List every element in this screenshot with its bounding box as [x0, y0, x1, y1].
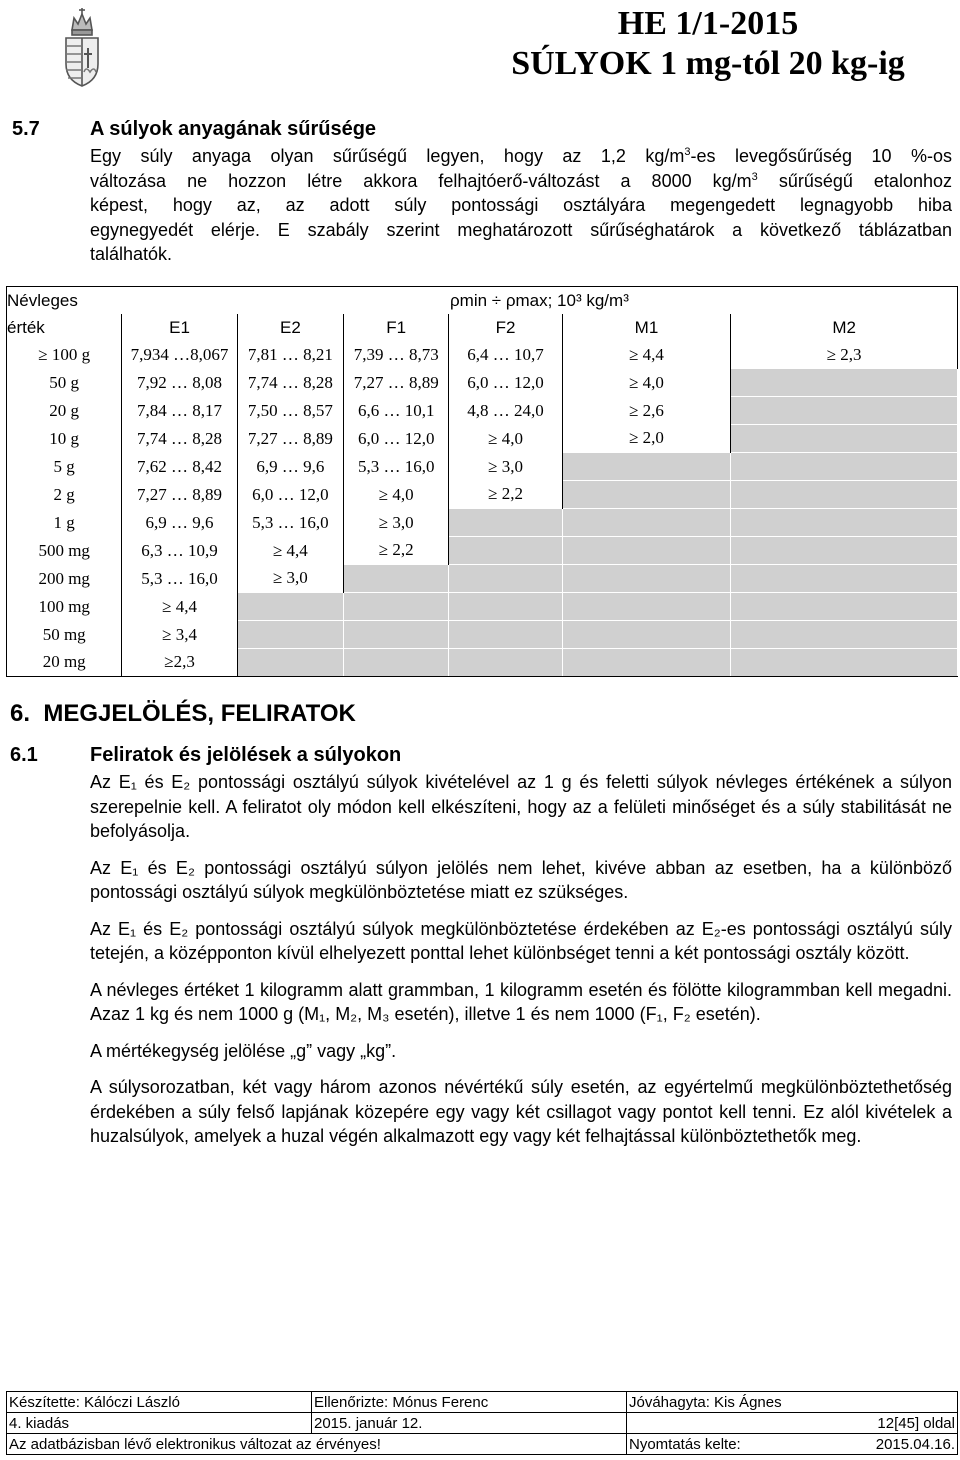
- density-cell: 7,84 … 8,17: [122, 397, 237, 425]
- density-cell: 7,39 … 8,73: [344, 341, 449, 369]
- footer-edition: 4. kiadás: [7, 1413, 312, 1434]
- density-cell: [731, 565, 958, 593]
- density-cell: [562, 481, 731, 509]
- document-header: [478, 4, 938, 84]
- document-subtitle: SÚLYOK 1 mg-tól 20 kg-ig: [511, 45, 905, 82]
- density-cell: 5,3 … 16,0: [344, 453, 449, 481]
- paragraph: Az E₁ és E₂ pontossági osztályú súlyok kivételével az 1 g és feletti súlyok névleges értékének a súlyon szerepelnie kell. A feliratot oly módon kell elkészíteni, hogy az a felületi minőséget és a súly stabilitását ne befolyásolja.: [90, 772, 952, 841]
- density-cell: 7,934 …8,067: [122, 341, 237, 369]
- density-cell: 6,9 … 9,6: [237, 453, 343, 481]
- nominal-value-cell: 20 mg: [7, 649, 122, 677]
- density-cell: ≥ 4,4: [122, 593, 237, 621]
- density-cell: 7,27 … 8,89: [344, 369, 449, 397]
- section61-title: Feliratok és jelölések a súlyokon: [90, 744, 402, 766]
- density-cell: [731, 369, 958, 397]
- document-footer: [6, 1391, 958, 1455]
- nominal-value-cell: 500 mg: [7, 537, 122, 565]
- density-cell: [449, 649, 562, 677]
- density-cell: [731, 453, 958, 481]
- nominal-value-cell: 50 g: [7, 369, 122, 397]
- density-cell: ≥ 4,0: [344, 481, 449, 509]
- density-cell: 6,0 … 12,0: [449, 369, 562, 397]
- nominal-value-cell: 50 mg: [7, 621, 122, 649]
- density-limits-table: [6, 286, 958, 677]
- paragraph: A súlysorozatban, két vagy három azonos névértékű súly esetén, az egyértelmű megkülönböztethetőség érdekében a súly felső lapjának közepére egy vagy két csillagot vagy pontot kell tenni. Ez alól kivételek a huzalsúlyok, amelyek a huzal végén alkalmazott egy vagy két felhajtással különböztethetők meg.: [90, 1077, 952, 1146]
- density-cell: [449, 593, 562, 621]
- footer-checked: Ellenőrizte: Mónus Ferenc: [312, 1392, 627, 1413]
- header-nominal: Névleges: [7, 287, 122, 315]
- table-row: [7, 621, 958, 649]
- density-cell: [449, 621, 562, 649]
- density-cell: [562, 509, 731, 537]
- footer-page: 12[45] oldal: [627, 1413, 958, 1434]
- nominal-value-cell: 20 g: [7, 397, 122, 425]
- document-code: HE 1/1-2015: [617, 5, 799, 42]
- header-density: ρmin ÷ ρmax; 10³ kg/m³: [122, 287, 958, 315]
- density-cell: 6,3 … 10,9: [122, 537, 237, 565]
- density-cell: [344, 621, 449, 649]
- density-cell: [237, 649, 343, 677]
- table-row: [7, 425, 958, 453]
- table-row: [7, 369, 958, 397]
- density-cell: [344, 649, 449, 677]
- section6-heading: 6. MEGJELÖLÉS, FELIRATOK: [10, 700, 356, 727]
- density-cell: [562, 453, 731, 481]
- density-cell: [562, 649, 731, 677]
- density-cell: ≥ 3,0: [237, 565, 343, 593]
- table-row: [7, 509, 958, 537]
- density-cell: 6,0 … 12,0: [237, 481, 343, 509]
- density-cell: ≥ 4,4: [237, 537, 343, 565]
- footer-validity: Az adatbázisban lévő elektronikus változat az érvényes!: [7, 1434, 627, 1455]
- density-cell: [731, 481, 958, 509]
- density-cell: ≥ 3,0: [344, 509, 449, 537]
- table-row: [7, 593, 958, 621]
- paragraph: Az E₁ és E₂ pontossági osztályú súlyok megkülönböztetése érdekében az E₂-es pontossági osztályú súly tetején, a középponton kívül elhelyezett ponttal lehet különbséget tenni a két pontossági osztály között.: [90, 918, 952, 963]
- density-cell: ≥ 2,0: [562, 425, 731, 453]
- paragraph: A mértékegység jelölése „g” vagy „kg”.: [90, 1040, 397, 1061]
- footer-approved: Jóváhagyta: Kis Ágnes: [627, 1392, 958, 1413]
- density-cell: ≥ 4,4: [562, 341, 731, 369]
- density-cell: [449, 565, 562, 593]
- density-cell: [731, 537, 958, 565]
- density-cell: [731, 649, 958, 677]
- header-value: érték: [7, 314, 122, 341]
- density-cell: ≥ 3,4: [122, 621, 237, 649]
- density-cell: [562, 621, 731, 649]
- density-cell: [731, 621, 958, 649]
- class-f2: F2: [449, 314, 562, 341]
- density-cell: 7,81 … 8,21: [237, 341, 343, 369]
- density-cell: ≥ 2,6: [562, 397, 731, 425]
- section-paragraph: Egy súly anyaga olyan sűrűségű legyen, hogy az 1,2 $kg/m^3-es$ levegősűrűség 10 %-os változása ne hozzon létre akkora felhajtóerő-változást a 8000 $kg/m^3$ sűrűségű etalonhoz képest, hogy az, az adott súly pontossági osztályára megengedett legnagyobb hiba egynegyedét elérje. E szabály szerint meghatározott sűrűséghatárok a következő táblázatban találhatók.: [90, 146, 952, 264]
- density-cell: [449, 509, 562, 537]
- density-cell: 7,74 … 8,28: [122, 425, 237, 453]
- density-cell: 6,6 … 10,1: [344, 397, 449, 425]
- table-row: [7, 537, 958, 565]
- density-cell: [237, 621, 343, 649]
- table-row: [7, 453, 958, 481]
- table-row: [7, 565, 958, 593]
- hungarian-coat-of-arms-icon: [58, 8, 106, 88]
- density-cell: [562, 593, 731, 621]
- density-cell: ≥ 4,0: [449, 425, 562, 453]
- density-cell: [237, 593, 343, 621]
- class-e1: E1: [122, 314, 237, 341]
- density-cell: ≥ 2,2: [344, 537, 449, 565]
- class-f1: F1: [344, 314, 449, 341]
- table-row: [7, 481, 958, 509]
- section61-number: 6.1: [10, 744, 38, 766]
- class-m2: M2: [731, 314, 958, 341]
- table-header-row: [7, 287, 958, 315]
- density-cell: 7,74 … 8,28: [237, 369, 343, 397]
- density-cell: ≥2,3: [122, 649, 237, 677]
- density-cell: 7,92 … 8,08: [122, 369, 237, 397]
- nominal-value-cell: ≥ 100 g: [7, 341, 122, 369]
- nominal-value-cell: 10 g: [7, 425, 122, 453]
- density-cell: [731, 425, 958, 453]
- density-cell: 7,50 … 8,57: [237, 397, 343, 425]
- nominal-value-cell: 1 g: [7, 509, 122, 537]
- density-cell: 6,0 … 12,0: [344, 425, 449, 453]
- density-cell: ≥ 4,0: [562, 369, 731, 397]
- density-cell: 6,9 … 9,6: [122, 509, 237, 537]
- density-cell: [731, 397, 958, 425]
- density-cell: 5,3 … 16,0: [237, 509, 343, 537]
- density-cell: [562, 565, 731, 593]
- nominal-value-cell: 200 mg: [7, 565, 122, 593]
- nominal-value-cell: 100 mg: [7, 593, 122, 621]
- nominal-value-cell: 5 g: [7, 453, 122, 481]
- nominal-value-cell: 2 g: [7, 481, 122, 509]
- density-cell: [731, 593, 958, 621]
- density-cell: ≥ 2,2: [449, 481, 562, 509]
- footer-print: Nyomtatás kelte: 2015.04.16.: [627, 1434, 958, 1455]
- table-class-row: [7, 314, 958, 341]
- paragraph: Az E₁ és E₂ pontossági osztályú súlyon jelölés nem lehet, kivéve abban az esetben, ha a különböző pontossági osztályú súlyok megkülönböztetése miatt ez szükséges.: [90, 857, 952, 902]
- table-row: [7, 397, 958, 425]
- class-e2: E2: [237, 314, 343, 341]
- section-title: A súlyok anyagának sűrűsége: [90, 118, 377, 140]
- density-cell: 6,4 … 10,7: [449, 341, 562, 369]
- paragraph: A névleges értéket 1 kilogramm alatt grammban, 1 kilogramm esetén és fölötte kilogrammban kell megadni. Azaz 1 kg és nem 1000 g (M₁, M₂, M₃ esetén), illetve 1 és nem 1000 (F₁, F₂ esetén).: [90, 979, 952, 1024]
- density-cell: ≥ 2,3: [731, 341, 958, 369]
- section-number: 5.7: [12, 118, 40, 140]
- density-cell: 7,27 … 8,89: [122, 481, 237, 509]
- density-cell: 7,27 … 8,89: [237, 425, 343, 453]
- density-cell: [344, 565, 449, 593]
- density-cell: 5,3 … 16,0: [122, 565, 237, 593]
- density-cell: [562, 537, 731, 565]
- footer-date: 2015. január 12.: [312, 1413, 627, 1434]
- density-cell: [449, 537, 562, 565]
- class-m1: M1: [562, 314, 731, 341]
- density-cell: 7,62 … 8,42: [122, 453, 237, 481]
- density-cell: [731, 509, 958, 537]
- density-cell: 4,8 … 24,0: [449, 397, 562, 425]
- table-row: [7, 341, 958, 369]
- table-row: [7, 649, 958, 677]
- density-cell: ≥ 3,0: [449, 453, 562, 481]
- density-cell: [344, 593, 449, 621]
- section61-body: [90, 770, 952, 1149]
- footer-prepared: Készítette: Kálóczi László: [7, 1392, 312, 1413]
